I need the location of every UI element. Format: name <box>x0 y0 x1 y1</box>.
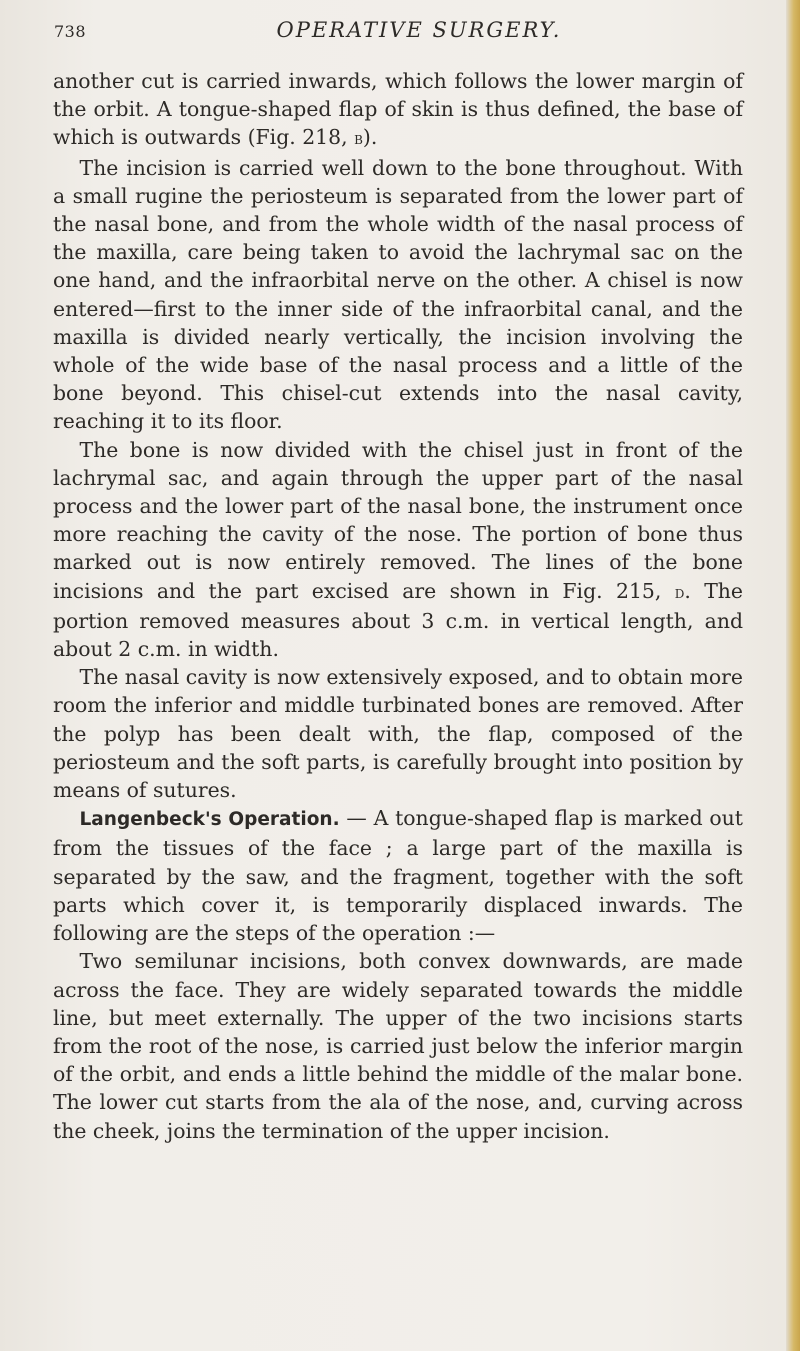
body-text <box>53 67 743 1145</box>
paragraph: The nasal cavity is now extensively exposed, and to obtain more room the inferior and middle turbinated bones are removed. After the polyp has been dealt with, the flap, composed of the periosteum and the soft parts, is carefully brought into position by means of sutures. <box>53 665 743 803</box>
paragraph-text: another cut is carried inwards, which follows the lower margin of the orbit. A tongue-shaped flap of skin is thus defined, the base of which is outwards (Fig. 218, <box>53 69 743 150</box>
page-number: 738 <box>54 22 87 41</box>
paragraph: Two semilunar incisions, both convex downwards, are made across the face. They are widely separated towards the middle line, but meet externally. The upper of the two incisions starts from the root of the nose, is carried just below the inferior margin of the orbit, and ends a little behind the middle of the malar bone. The lower cut starts from the ala of the nose, and, curving across the cheek, joins the termination of the upper incision. <box>53 949 743 1143</box>
paragraph-text: The bone is now divided with the chisel just in front of the lachrymal sac, and again through the upper part of the nasal process and the lower part of the nasal bone, the instrument once more reaching the cavity of the nose. The portion of bone thus marked out is now entirely removed. The lines of the bone incisions and the part excised are shown in Fig. 215, <box>53 437 743 603</box>
paragraph <box>53 67 743 154</box>
figure-letter: d <box>674 582 685 603</box>
paragraph-text: . The portion removed measures about 3 c.m. in vertical length, and about 2 c.m. in width. <box>53 578 744 662</box>
figure-letter: b <box>354 129 363 150</box>
paragraph <box>53 436 743 664</box>
running-title: OPERATIVE SURGERY. <box>276 18 562 42</box>
paragraph-text: ). <box>362 125 378 150</box>
section-heading: Langenbeck's Operation. <box>79 809 340 831</box>
paragraph-text: — A tongue-shaped flap is marked out from the tissues of the face ; a large part of the maxilla is separated by the saw, and the fragment, together with the soft parts which cover it, is temporarily displaced inwards. The following are the steps of the operation :— <box>53 806 744 946</box>
paragraph <box>53 804 743 947</box>
page-edge <box>786 0 800 1351</box>
page-header <box>54 18 744 58</box>
paragraph: The incision is carried well down to the bone throughout. With a small rugine the periosteum is separated from the lower part of the nasal bone, and from the whole width of the nasal process of the maxilla, care being taken to avoid the lachrymal sac on the one hand, and the infraorbital nerve on the other. A chisel is now entered—first to the inner side of the infraorbital canal, and the maxilla is divided nearly vertically, the incision involving the whole of the wide base of the nasal process and a little of the bone beyond. This chisel-cut extends into the nasal cavity, reaching it to its floor. <box>53 155 743 434</box>
